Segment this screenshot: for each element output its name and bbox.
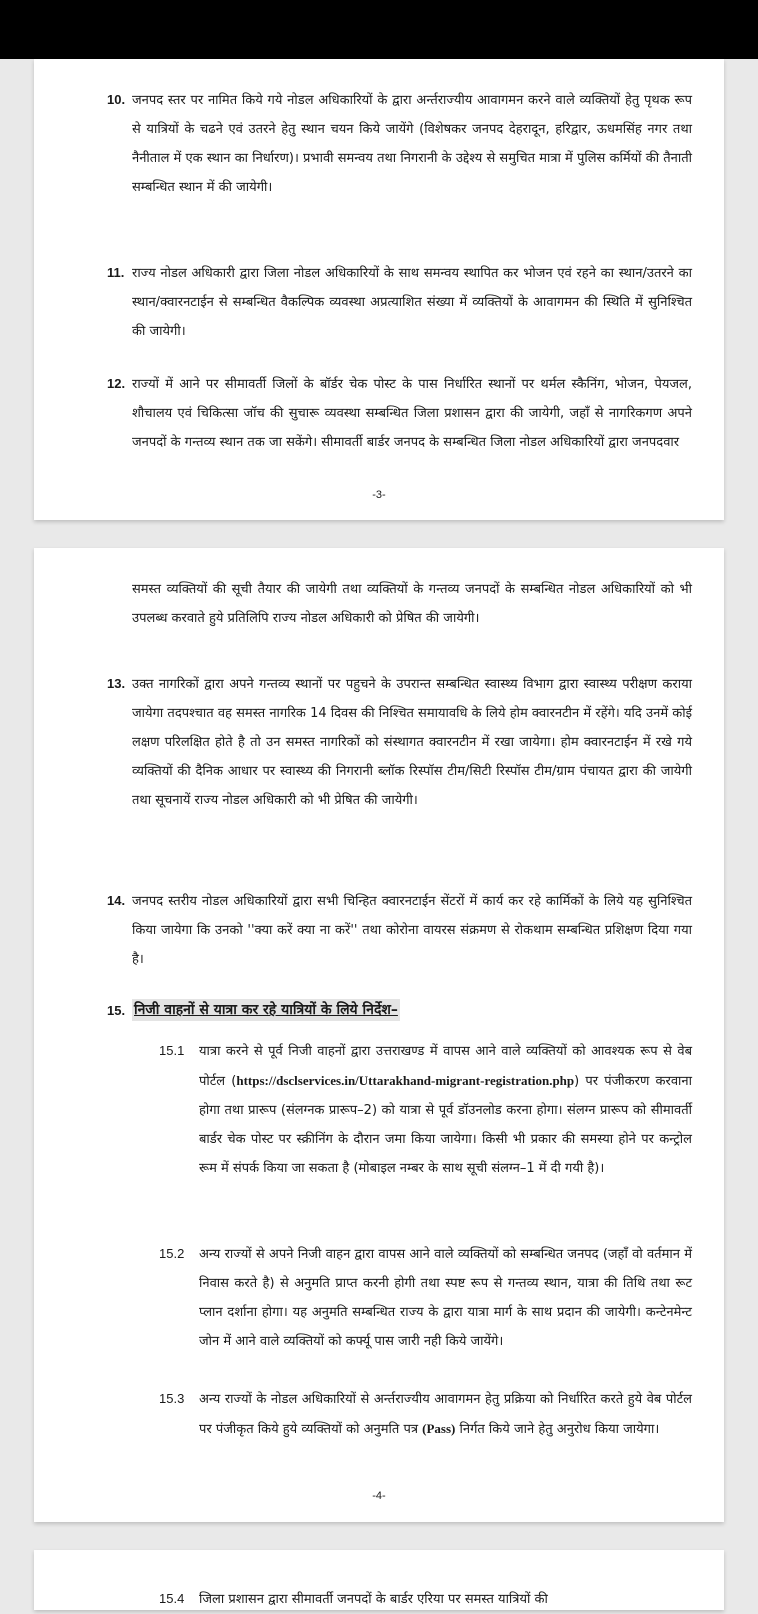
document-page-5 <box>34 1550 724 1610</box>
document-page-3 <box>34 59 724 520</box>
subparagraph-number: 15.1 <box>159 1043 185 1058</box>
subparagraph-text: जिला प्रशासन द्वारा सीमावर्ती जनपदों के बार्डर एरिया पर समस्त यात्रियों की <box>199 1592 548 1607</box>
subparagraph-number: 15.3 <box>159 1391 185 1406</box>
subparagraph-number: 15.4 <box>159 1591 185 1606</box>
text-part: अन्य राज्यों के नोडल अधिकारियों से अर्न्तराज्यीय आवागमन हेतु प्रक्रिया को निर्धारित करते हुये वेब पोर्टल पर पंजीकृत किये हुये व्यक्तियों को अनुमति पत्र <box>199 1392 692 1437</box>
text-part: ) पर पंजीकरण करवाना होगा तथा प्रारूप (संलग्नक प्रारूप–2) को यात्रा से पूर्व डॉउनलोड करना होगा। संलग्न प्रारूप को सीमावर्ती बार्डर चेक पोस्ट पर स्क्रीनिंग के दौरान जमा किया जायेगा। किसी भी प्रकार की समस्या होने पर कन्ट्रोल रूम में संपर्क किया जा सकता है (मोबाइल नम्बर के साथ सूची संलग्न–1 में दी गयी है)। <box>199 1074 693 1176</box>
text-part: निर्गत किये जाने हेतु अनुरोध किया जायेगा। <box>455 1422 660 1437</box>
section-heading: निजी वाहनों से यात्रा कर रहे यात्रियों के लिये निर्देश– <box>132 999 400 1021</box>
paragraph-text: उक्त नागरिकों द्वारा अपने गन्तव्य स्थानों पर पहुचने के उपरान्त सम्बन्धित स्वास्थ्य विभाग द्वारा स्वास्थ्य परीक्षण कराया जायेगा तदपश्चात वह समस्त नागरिक 14 दिवस की निश्चित समायावधि के लिये होम क्वारनटीन में रहेंगे। यदि उनमें कोई लक्षण परिलक्षित होते है तो उन समस्त नागरिकों को संस्थागत क्वारनटीन में रखा जायेगा। होम क्वारनटाईन में रखे गये व्यक्तियों की दैनिक आधार पर स्वास्थ्य की निगरानी ब्लॉक रिस्पॉस टीम/सिटी रिस्पॉस टीम/ग्राम पंचायत द्वारा की जायेगी तथा सूचनायें राज्य नोडल अधिकारी को भी प्रेषित की जायेगी। <box>132 677 692 808</box>
page-number: -4- <box>372 1490 386 1502</box>
paragraph-number: 10. <box>107 92 126 107</box>
subparagraph-text: अन्य राज्यों से अपने निजी वाहन द्वारा वापस आने वाले व्यक्तियों को सम्बन्धित जनपद (जहॉं वो वर्तमान में निवास करते है) से अनुमति प्राप्त करनी होगी तथा स्पष्ट रूप से गन्तव्य स्थान, यात्रा की तिथि तथा रूट प्लान दर्शाना होगा। यह अनुमति सम्बन्धित राज्य के द्वारा यात्रा मार्ग के साथ प्रदान की जायेगी। कन्टेनमेन्ट जोन में आने वाले व्यक्तियों को कर्फ्यू पास जारी नही किये जायेंगे। <box>199 1247 692 1349</box>
paragraph-number: 13. <box>107 676 126 691</box>
paragraph-text: जनपद स्तरीय नोडल अधिकारियों द्वारा सभी चिन्हित क्वारनटाईन सेंटरों में कार्य कर रहे कार्मिकों के लिये यह सुनिश्चित किया जायेगा कि उनको ''क्या करें क्या ना करें'' तथा कोरोना वायरस संक्रमण से रोकथाम सम्बन्धित प्रशिक्षण दिया गया है। <box>132 894 692 967</box>
paragraph-text: राज्य नोडल अधिकारी द्वारा जिला नोडल अधिकारियों के साथ समन्वय स्थापित कर भोजन एवं रहने का स्थान/उतरने का स्थान/क्वारनटाईन से सम्बन्धित वैकल्पिक व्यवस्था अप्रत्याशित संख्या में व्यक्तियों के आवागमन की स्थिति में सुनिश्चित की जायेगी। <box>132 266 692 339</box>
section-number: 15. <box>107 1003 126 1018</box>
subparagraph-text <box>199 1037 692 1183</box>
text-part: यात्रा करने से पूर्व निजी वाहनों द्वारा उत्तराखण्ड में वापस आने वाले व्यक्तियों को आवश्यक रूप से वेब पोर्टल ( <box>199 1044 692 1089</box>
paragraph-text: राज्यों में आने पर सीमावर्ती जिलों के बॉर्डर चेक पोस्ट के पास निर्धारित स्थानों पर थर्मल स्कैनिंग, भोजन, पेयजल, शौचालय एवं चिकित्सा जॉच की सुचारू व्यवस्था सम्बन्धित जिला प्रशासन द्वारा की जायेगी, जहॉं से नागरिकगण अपने जनपदों के गन्तव्य स्थान तक जा सकेंगे। सीमावर्ती बार्डर जनपद के सम्बन्धित जिला नोडल अधिकारियों द्वारा जनपदवार <box>132 377 692 450</box>
subparagraph-text <box>199 1385 692 1444</box>
paragraph-text: जनपद स्तर पर नामित किये गये नोडल अधिकारियों के द्वारा अर्न्तराज्यीय आवागमन करने वाले व्यक्तियों हेतु पृथक रूप से यात्रियों के चढने एवं उतरने हेतु स्थान चयन किये जायेंगे (विशेषकर जनपद देहरादून, हरिद्वार, ऊधमसिंह नगर तथा नैनीताल में एक स्थान का निर्धारण)। प्रभावी समन्वय तथा निगरानी के उद्देश्य से समुचित मात्रा में पुलिस कर्मियों की तैनाती सम्बन्धित स्थान में की जायेगी। <box>132 93 692 195</box>
paragraph-number: 14. <box>107 893 126 908</box>
paragraph-number: 12. <box>107 376 126 391</box>
portal-url[interactable]: https://dsclservices.in/Uttarakhand-migrant-registration.php <box>236 1073 575 1088</box>
pass-term: (Pass) <box>422 1421 456 1436</box>
viewer-top-bar <box>0 0 758 59</box>
page-number: -3- <box>372 489 386 501</box>
document-page-4 <box>34 548 724 1522</box>
subparagraph-number: 15.2 <box>159 1246 185 1261</box>
continuation-text: समस्त व्यक्तियों की सूची तैयार की जायेगी तथा व्यक्तियों के गन्तव्य जनपदों के सम्बन्धित नोडल अधिकारियों को भी उपलब्ध करवाते हुये प्रतिलिपि राज्य नोडल अधिकारी को प्रेषित की जायेगी। <box>132 582 692 626</box>
paragraph-number: 11. <box>107 265 125 280</box>
